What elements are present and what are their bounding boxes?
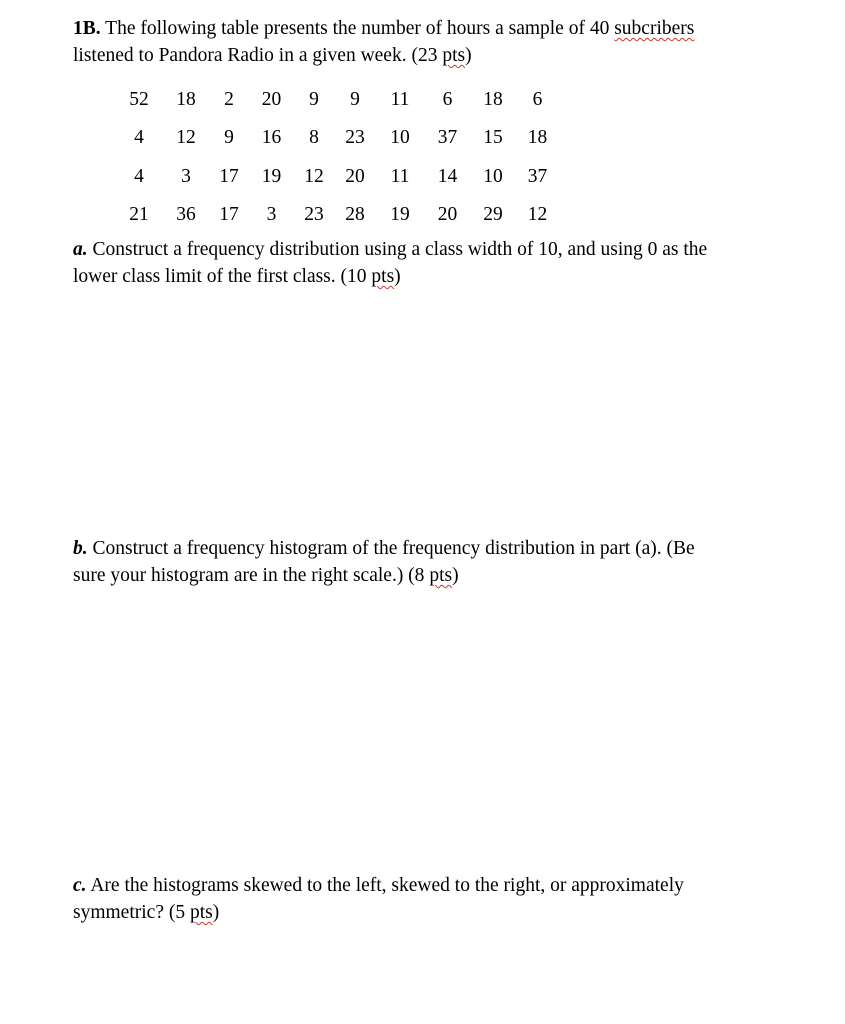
part-c-text-2: symmetric? (5 (73, 902, 186, 923)
table-cell: 12 (304, 165, 324, 187)
part-a-label: a. (73, 239, 88, 260)
table-cell: 6 (532, 88, 543, 110)
hours-data-table (115, 80, 560, 234)
part-b-line-1 (73, 535, 783, 562)
table-cell: 12 (176, 127, 196, 149)
table-cell: 16 (261, 127, 282, 149)
problem-line-2 (73, 42, 793, 69)
spellcheck-flagged-pts: pts (189, 902, 213, 923)
table-cell: 9 (350, 88, 360, 110)
problem-statement (73, 15, 793, 69)
table-cell: 9 (309, 88, 319, 110)
part-a-line-2 (73, 263, 783, 290)
table-cell: 23 (345, 127, 365, 149)
table-cell: 20 (261, 88, 282, 110)
table-row (115, 119, 560, 158)
table-cell: 21 (129, 204, 149, 226)
spellcheck-flagged-word: subcribers (614, 18, 695, 39)
table-cell: 3 (181, 165, 191, 187)
table-cell: 4 (134, 165, 144, 187)
table-cell: 23 (304, 204, 324, 226)
part-c-label: c. (73, 875, 87, 896)
part-b-text-2: sure your histogram are in the right scale.) (8 (73, 565, 425, 586)
spellcheck-flagged-pts: pts (442, 45, 466, 66)
table-cell: 19 (261, 165, 282, 187)
table-cell: 12 (527, 204, 548, 226)
table-cell: 6 (442, 88, 453, 110)
part-a-text-2: lower class limit of the first class. (10 (73, 266, 367, 287)
table-cell: 20 (437, 204, 458, 226)
table-cell: 17 (219, 204, 239, 226)
part-b-label: b. (73, 538, 88, 559)
table-cell: 52 (129, 88, 149, 110)
table-row (115, 80, 560, 119)
part-a-text: Construct a frequency distribution using a class width of 10, and using 0 as the (92, 239, 708, 260)
table-cell: 10 (483, 165, 503, 187)
table-cell: 18 (527, 127, 548, 149)
table-cell: 10 (390, 127, 410, 149)
table-cell: 20 (345, 165, 365, 187)
table-cell: 2 (224, 88, 234, 110)
part-c-line-2 (73, 899, 783, 926)
table-cell: 14 (437, 165, 458, 187)
table-cell: 11 (390, 165, 410, 187)
part-a-question (73, 236, 783, 290)
part-b-line-2 (73, 562, 783, 589)
part-b-question (73, 535, 783, 589)
part-a-line-1 (73, 236, 783, 263)
table-cell: 15 (483, 127, 503, 149)
table-cell: 19 (390, 204, 410, 226)
table-cell: 9 (224, 127, 234, 149)
spellcheck-flagged-pts: pts (429, 565, 453, 586)
table-cell: 18 (176, 88, 196, 110)
table-row (115, 157, 560, 196)
part-b-text: Construct a frequency histogram of the frequency distribution in part (a). (Be (92, 538, 695, 559)
table-cell: 37 (527, 165, 548, 187)
problem-number: 1B. (73, 18, 101, 39)
part-c-line-1 (73, 872, 783, 899)
table-row (115, 196, 560, 235)
part-a-paren-close: ) (394, 266, 401, 287)
table-cell: 8 (309, 127, 319, 149)
problem-paren-close: ) (465, 45, 472, 66)
problem-intro-text: The following table presents the number of hours a sample of 40 (105, 18, 610, 39)
problem-intro-text-2: listened to Pandora Radio in a given week. (23 (73, 45, 438, 66)
table-cell: 37 (437, 127, 458, 149)
part-b-paren-close: ) (452, 565, 459, 586)
table-cell: 29 (483, 204, 503, 226)
part-c-text: Are the histograms skewed to the left, skewed to the right, or approximately (90, 875, 684, 896)
spellcheck-flagged-pts: pts (371, 266, 395, 287)
table-cell: 36 (176, 204, 196, 226)
table-cell: 3 (266, 204, 277, 226)
table-cell: 17 (219, 165, 239, 187)
table-cell: 28 (345, 204, 365, 226)
table-cell: 4 (134, 127, 144, 149)
part-c-question (73, 872, 783, 926)
table-cell: 11 (390, 88, 410, 110)
problem-line-1 (73, 15, 793, 42)
table-cell: 18 (483, 88, 503, 110)
part-c-paren-close: ) (212, 902, 220, 923)
